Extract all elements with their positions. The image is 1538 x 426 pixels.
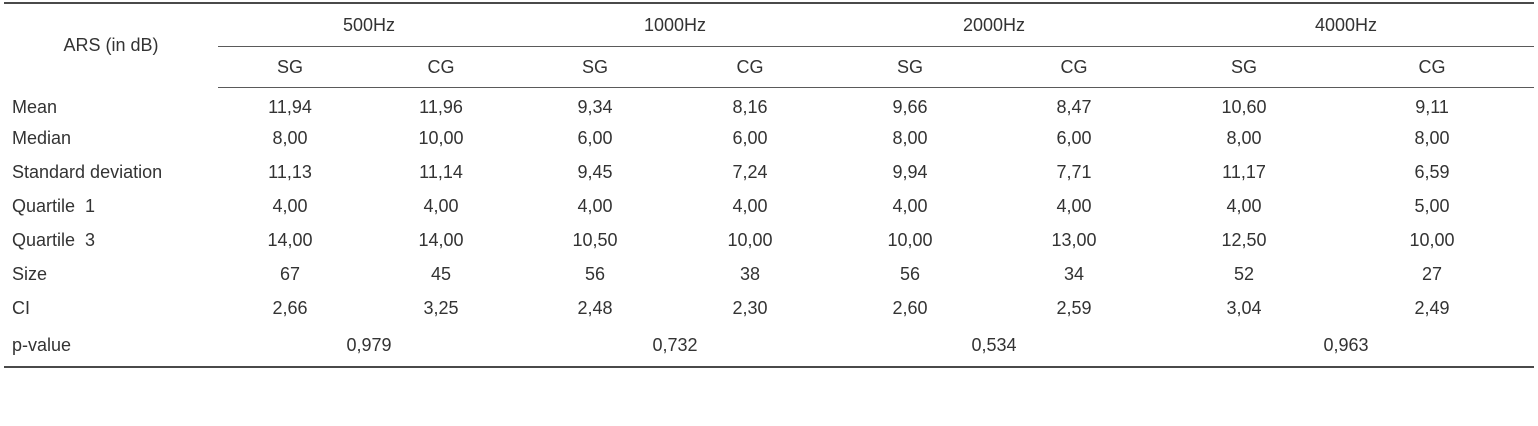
table-cell: 8,16 [732, 97, 768, 118]
table-cell: 6,00 [732, 128, 768, 148]
ars-statistics-table [4, 2, 1534, 368]
table-cell: 2,30 [732, 298, 768, 318]
table-cell: 11,13 [268, 162, 312, 182]
table-row-median [4, 122, 1534, 156]
table-cell: 9,45 [577, 162, 613, 182]
table-cell: 2,59 [1056, 298, 1092, 318]
table-cell: 2,49 [1414, 298, 1450, 318]
table-cell: 52 [1234, 264, 1255, 284]
table-row-size [4, 258, 1534, 292]
p-value-cell: 0,534 [971, 335, 1017, 355]
table-cell: 14,00 [418, 230, 464, 250]
table-cell: 38 [739, 264, 761, 284]
table-cell: 6,00 [1056, 128, 1092, 148]
table-cell: 8,00 [892, 128, 928, 148]
table-cell: 56 [900, 264, 921, 284]
frequency-header-2000: 2000Hz [830, 3, 1158, 47]
table-cell: 4,00 [272, 196, 308, 216]
p-value-cell: 0,732 [652, 335, 698, 355]
table-cell: 3,04 [1226, 298, 1262, 318]
table-cell: 4,00 [732, 196, 768, 216]
table-cell: 56 [584, 264, 606, 284]
row-label: p-value [12, 335, 72, 355]
row-label: Standard deviation [12, 162, 163, 182]
table-cell: 4,00 [1226, 196, 1262, 216]
table-cell: 3,25 [423, 298, 459, 318]
row-label: Size [12, 264, 48, 284]
row-label: Mean [12, 97, 58, 117]
table-cell: 11,94 [268, 97, 312, 118]
group-header: CG [670, 47, 830, 88]
table-cell: 4,00 [1056, 196, 1092, 216]
stub-header: ARS (in dB) [63, 35, 159, 56]
table-cell: 10,60 [1221, 97, 1267, 118]
table-cell: 10,00 [1409, 230, 1455, 250]
table-cell: 11,14 [419, 162, 463, 182]
group-header: CG [1330, 47, 1534, 88]
group-header: CG [990, 47, 1158, 88]
row-label: CI [12, 298, 30, 318]
group-header: SG [218, 47, 362, 88]
table-cell: 2,48 [577, 298, 613, 318]
table-cell: 11,17 [1222, 162, 1266, 182]
table-row-standard-deviation [4, 156, 1534, 190]
table-cell: 4,00 [577, 196, 613, 216]
table-cell: 10,00 [418, 128, 464, 148]
table-cell: 2,66 [272, 298, 308, 318]
table-cell: 4,00 [423, 196, 459, 216]
table-cell: 34 [1064, 264, 1085, 284]
table-row-ci [4, 292, 1534, 326]
table-cell: 10,00 [727, 230, 773, 250]
table-cell: 14,00 [267, 230, 313, 250]
table-cell: 4,00 [892, 196, 928, 216]
frequency-header-row [4, 3, 1534, 47]
table-cell: 10,50 [572, 230, 618, 250]
table-cell: 8,00 [272, 128, 308, 148]
table-cell: 27 [1422, 264, 1443, 284]
p-value-cell: 0,963 [1323, 335, 1369, 355]
table-cell: 8,00 [1226, 128, 1262, 148]
group-header: CG [362, 47, 520, 88]
row-label: Quartile 1 [12, 196, 96, 216]
table-cell: 67 [279, 264, 301, 284]
frequency-header-4000: 4000Hz [1158, 3, 1534, 47]
table-cell: 10,00 [887, 230, 933, 250]
table-cell: 9,34 [577, 97, 613, 118]
table-cell: 6,59 [1414, 162, 1450, 182]
table-cell: 7,71 [1056, 162, 1092, 182]
table-cell: 45 [430, 264, 452, 284]
table-row-p-value [4, 326, 1534, 367]
table-row-quartile-3 [4, 224, 1534, 258]
table-cell: 9,66 [892, 97, 928, 118]
table-cell: 2,60 [892, 298, 928, 318]
table-cell: 5,00 [1414, 196, 1450, 216]
table-cell: 11,96 [419, 97, 463, 118]
table-cell: 7,24 [732, 162, 768, 182]
table-cell: 12,50 [1221, 230, 1267, 250]
table-row-quartile-1 [4, 190, 1534, 224]
table-row-mean [4, 88, 1534, 122]
table-cell: 9,11 [1415, 97, 1449, 118]
group-header: SG [520, 47, 670, 88]
table-cell: 8,00 [1414, 128, 1450, 148]
table-cell: 8,47 [1056, 97, 1092, 118]
group-header: SG [830, 47, 990, 88]
frequency-header-1000: 1000Hz [520, 3, 830, 47]
row-label: Quartile 3 [12, 230, 96, 250]
table-cell: 6,00 [577, 128, 613, 148]
frequency-header-500: 500Hz [218, 3, 520, 47]
table-cell: 9,94 [892, 162, 928, 182]
group-header-row [4, 47, 1534, 88]
row-label: Median [12, 128, 72, 148]
p-value-cell: 0,979 [346, 335, 392, 355]
group-header: SG [1158, 47, 1330, 88]
table-cell: 13,00 [1051, 230, 1097, 250]
